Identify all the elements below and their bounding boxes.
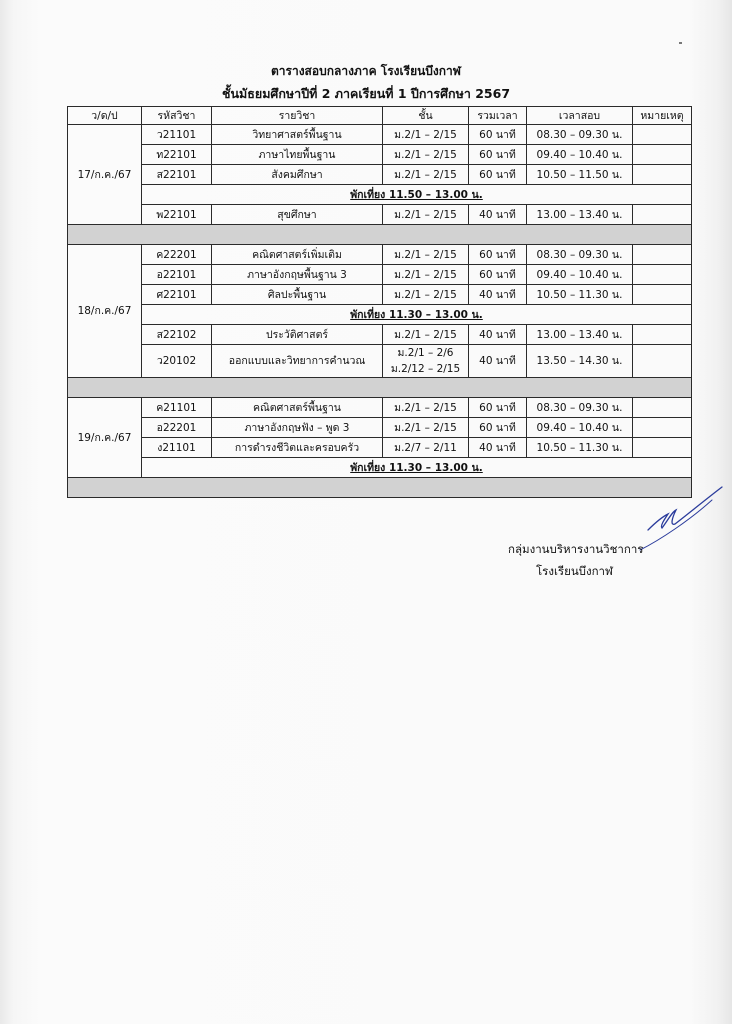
time-cell: 10.50 – 11.30 น. bbox=[527, 438, 633, 458]
class-cell: ม.2/1 – 2/15 bbox=[383, 265, 469, 285]
code-cell: ง21101 bbox=[142, 438, 212, 458]
subject-cell: สุขศึกษา bbox=[212, 205, 383, 225]
lunch-break-text: พักเที่ยง 11.50 – 13.00 น. bbox=[142, 185, 692, 205]
subject-cell: ศิลปะพื้นฐาน bbox=[212, 285, 383, 305]
code-cell: ว21101 bbox=[142, 125, 212, 145]
col-header-remark: หมายเหตุ bbox=[633, 107, 692, 125]
class-cell: ม.2/1 – 2/15 bbox=[383, 125, 469, 145]
col-header-duration: รวมเวลา bbox=[469, 107, 527, 125]
duration-cell: 40 นาที bbox=[469, 325, 527, 345]
date-cell: 19/ก.ค./67 bbox=[68, 398, 142, 478]
duration-cell: 60 นาที bbox=[469, 125, 527, 145]
duration-cell: 60 นาที bbox=[469, 398, 527, 418]
class-cell: ม.2/1 – 2/15 bbox=[383, 418, 469, 438]
duration-cell: 60 นาที bbox=[469, 145, 527, 165]
time-cell: 08.30 – 09.30 น. bbox=[527, 398, 633, 418]
code-cell: พ22101 bbox=[142, 205, 212, 225]
code-cell: ท22101 bbox=[142, 145, 212, 165]
department-name: กลุ่มงานบริหารงานวิชาการ bbox=[508, 542, 644, 556]
duration-cell: 60 นาที bbox=[469, 245, 527, 265]
class-cell: ม.2/1 – 2/15 bbox=[383, 245, 469, 265]
duration-cell: 60 นาที bbox=[469, 418, 527, 438]
subject-cell: ภาษาไทยพื้นฐาน bbox=[212, 145, 383, 165]
col-header-date: ว/ด/ป bbox=[68, 107, 142, 125]
subject-cell: คณิตศาสตร์เพิ่มเติม bbox=[212, 245, 383, 265]
time-cell: 13.50 – 14.30 น. bbox=[527, 345, 633, 378]
time-cell: 10.50 – 11.30 น. bbox=[527, 285, 633, 305]
subject-cell: วิทยาศาสตร์พื้นฐาน bbox=[212, 125, 383, 145]
subject-cell: คณิตศาสตร์พื้นฐาน bbox=[212, 398, 383, 418]
duration-cell: 40 นาที bbox=[469, 345, 527, 378]
time-cell: 09.40 – 10.40 น. bbox=[527, 265, 633, 285]
document-title: ตารางสอบกลางภาค โรงเรียนบึงกาฬ bbox=[270, 64, 461, 78]
time-cell: 08.30 – 09.30 น. bbox=[527, 245, 633, 265]
code-cell: ศ22101 bbox=[142, 285, 212, 305]
code-cell: ส22102 bbox=[142, 325, 212, 345]
code-cell: ค22201 bbox=[142, 245, 212, 265]
class-range-2: ม.2/12 – 2/15 bbox=[390, 363, 461, 375]
lunch-break-text: พักเที่ยง 11.30 – 13.00 น. bbox=[142, 305, 692, 325]
duration-cell: 40 นาที bbox=[469, 285, 527, 305]
col-header-code: รหัสวิชา bbox=[142, 107, 212, 125]
class-cell: ม.2/1 – 2/15 bbox=[383, 325, 469, 345]
time-cell: 13.00 – 13.40 น. bbox=[527, 205, 633, 225]
code-cell: ค21101 bbox=[142, 398, 212, 418]
time-cell: 09.40 – 10.40 น. bbox=[527, 418, 633, 438]
document-subtitle: ชั้นมัธยมศึกษาปีที่ 2 ภาคเรียนที่ 1 ปีการศึกษา 2567 bbox=[221, 86, 511, 101]
subject-cell: สังคมศึกษา bbox=[212, 165, 383, 185]
date-cell: 18/ก.ค./67 bbox=[68, 245, 142, 378]
date-cell: 17/ก.ค./67 bbox=[68, 125, 142, 225]
subject-cell: ภาษาอังกฤษพื้นฐาน 3 bbox=[212, 265, 383, 285]
class-cell: ม.2/7 – 2/11 bbox=[383, 438, 469, 458]
code-cell: ว20102 bbox=[142, 345, 212, 378]
class-cell: ม.2/1 – 2/15 bbox=[383, 285, 469, 305]
subject-cell: ออกแบบและวิทยาการคำนวณ bbox=[212, 345, 383, 378]
duration-cell: 40 นาที bbox=[469, 438, 527, 458]
col-header-subject: รายวิชา bbox=[212, 107, 383, 125]
time-cell: 08.30 – 09.30 น. bbox=[527, 125, 633, 145]
duration-cell: 40 นาที bbox=[469, 205, 527, 225]
col-header-time: เวลาสอบ bbox=[527, 107, 633, 125]
subject-cell: ประวัติศาสตร์ bbox=[212, 325, 383, 345]
time-cell: 13.00 – 13.40 น. bbox=[527, 325, 633, 345]
subject-cell: การดำรงชีวิตและครอบครัว bbox=[212, 438, 383, 458]
col-header-class: ชั้น bbox=[383, 107, 469, 125]
code-cell: อ22201 bbox=[142, 418, 212, 438]
school-name: โรงเรียนบึงกาฬ bbox=[536, 564, 613, 578]
lunch-break-text: พักเที่ยง 11.30 – 13.00 น. bbox=[142, 458, 692, 478]
duration-cell: 60 นาที bbox=[469, 265, 527, 285]
code-cell: ส22101 bbox=[142, 165, 212, 185]
code-cell: อ22101 bbox=[142, 265, 212, 285]
subject-cell: ภาษาอังกฤษฟัง – พูด 3 bbox=[212, 418, 383, 438]
class-cell: ม.2/1 – 2/15 bbox=[383, 398, 469, 418]
duration-cell: 60 นาที bbox=[469, 165, 527, 185]
class-cell: ม.2/1 – 2/15 bbox=[383, 205, 469, 225]
class-cell: ม.2/1 – 2/15 bbox=[383, 145, 469, 165]
class-range-1: ม.2/1 – 2/6 bbox=[397, 347, 454, 359]
time-cell: 09.40 – 10.40 น. bbox=[527, 145, 633, 165]
time-cell: 10.50 – 11.50 น. bbox=[527, 165, 633, 185]
class-cell: ม.2/1 – 2/15 bbox=[383, 165, 469, 185]
